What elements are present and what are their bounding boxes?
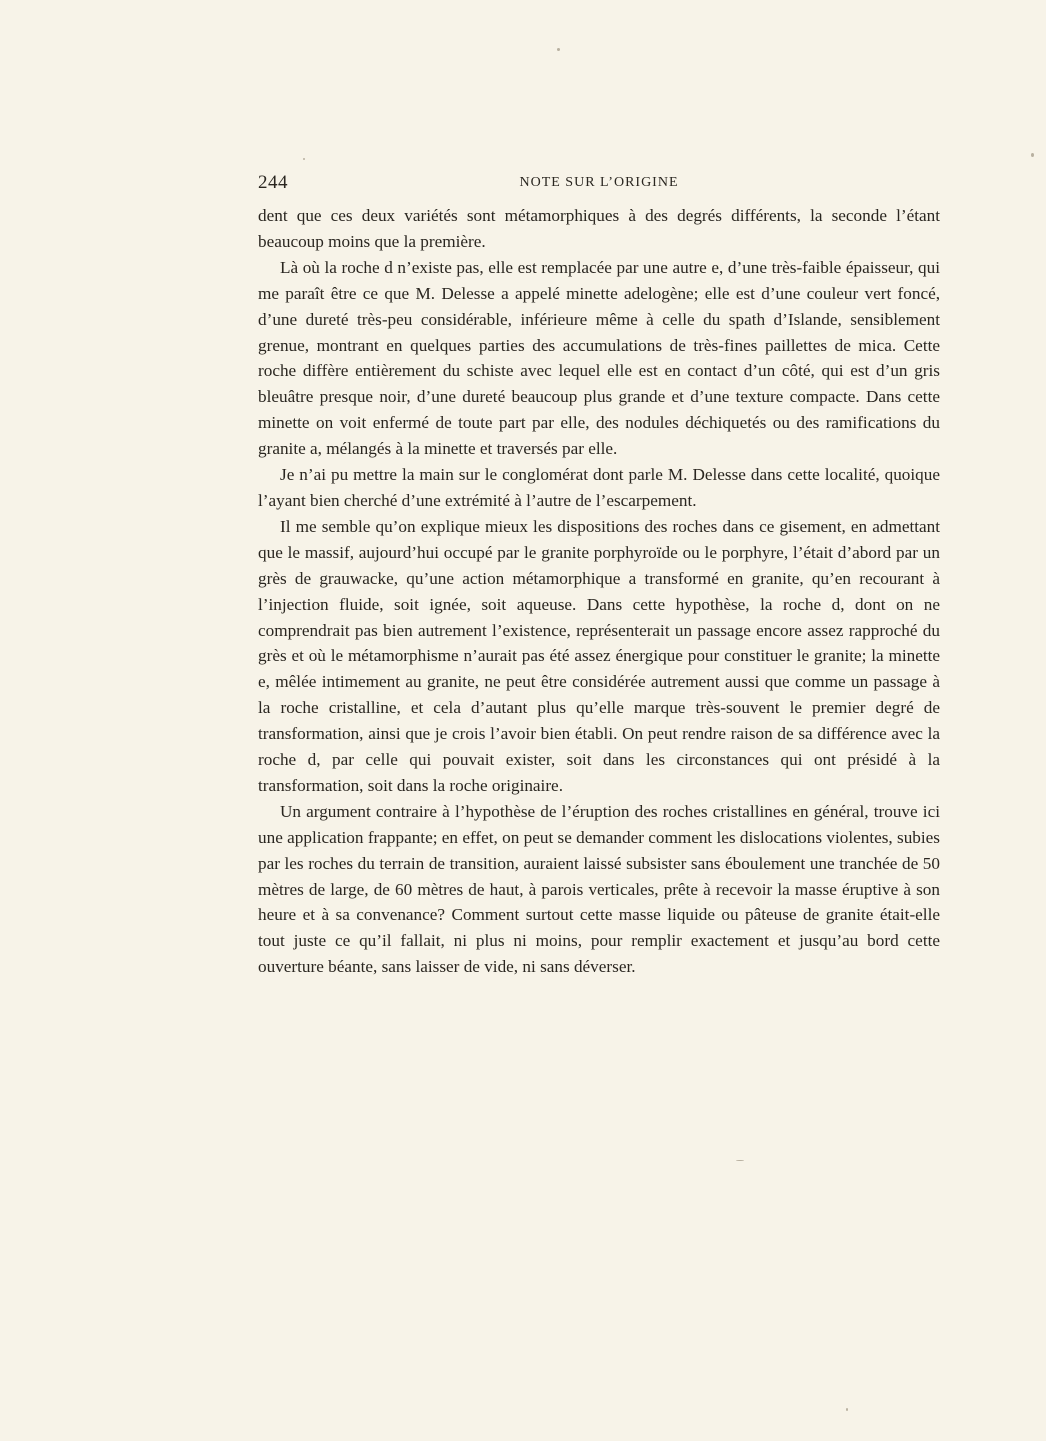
paragraph: Je n’ai pu mettre la main sur le conglomérat dont parle M. Delesse dans cette localité, quoique l’ayant bien cherché d’une extrémité à l’autre de l’escarpement.: [258, 465, 940, 510]
paragraph: Il me semble qu’on explique mieux les dispositions des roches dans ce gisement, en admettant que le massif, aujourd’hui occupé par le granite porphyroïde ou le porphyre, l’était d’abord par un grès de grauwacke, qu’une action métamorphique a transformé en granite, qu’en recourant à l’injection fluide, soit ignée, soit aqueuse. Dans cette hypothèse, la roche d, dont on ne comprendrait pas bien autrement l’existence, représenterait un passage encore assez rapproché du grès et où le métamorphisme n’aurait pas été assez énergique pour constituer le granite; la minette e, mêlée intimement au granite, ne peut être considérée autrement aussi que comme un passage à la roche cristalline, et cela d’autant plus qu’elle marque très-souvent le premier degré de transformation, ainsi que je crois l’avoir bien établi. On peut rendre raison de sa différence avec la roche d, par celle qui pouvait exister, soit dans les circonstances qui ont présidé à la transformation, soit dans la roche originaire.: [258, 516, 940, 795]
paper-speck: [846, 1408, 848, 1411]
paper-speck: [1031, 153, 1034, 157]
paper-speck: [557, 48, 560, 51]
paper-speck: [303, 158, 305, 160]
page-header: [258, 172, 940, 196]
running-head: NOTE SUR L’ORIGINE: [519, 175, 679, 190]
paper-speck: [736, 1160, 744, 1161]
paragraph: Un argument contraire à l’hypothèse de l’éruption des roches cristallines en général, trouve ici une application frappante; en effet, on peut se demander comment les dislocations violentes, subies par les roches du terrain de transition, auraient laissé subsister sans éboulement une tranchée de 50 mètres de large, de 60 mètres de haut, à parois verticales, prête à recevoir la masse éruptive à son heure et à sa convenance? Comment surtout cette masse liquide ou pâteuse de granite était-elle tout juste ce qu’il fallait, ni plus ni moins, pour remplir exactement et jusqu’au bord cette ouverture béante, sans laisser de vide, ni sans déverser.: [258, 801, 940, 977]
page-number: 244: [258, 172, 288, 193]
body-text: [258, 203, 940, 980]
paragraph: dent que ces deux variétés sont métamorphiques à des degrés différents, la seconde l’étant beaucoup moins que la première.: [258, 206, 940, 251]
paragraph: Là où la roche d n’existe pas, elle est remplacée par une autre e, d’une très-faible épaisseur, qui me paraît être ce que M. Delesse a appelé minette adelogène; elle est d’une couleur vert foncé, d’une dureté très-peu considérable, inférieure même à celle du spath d’Islande, sensiblement grenue, montrant en quelques parties des accumulations de très-fines paillettes de mica. Cette roche diffère entièrement du schiste avec lequel elle est en contact d’un côté, qui est d’un gris bleuâtre presque noir, d’une dureté beaucoup plus grande et d’une texture compacte. Dans cette minette on voit enfermé de toute part par elle, des nodules déchiquetés ou des ramifications du granite a, mélangés à la minette et traversés par elle.: [258, 257, 940, 459]
